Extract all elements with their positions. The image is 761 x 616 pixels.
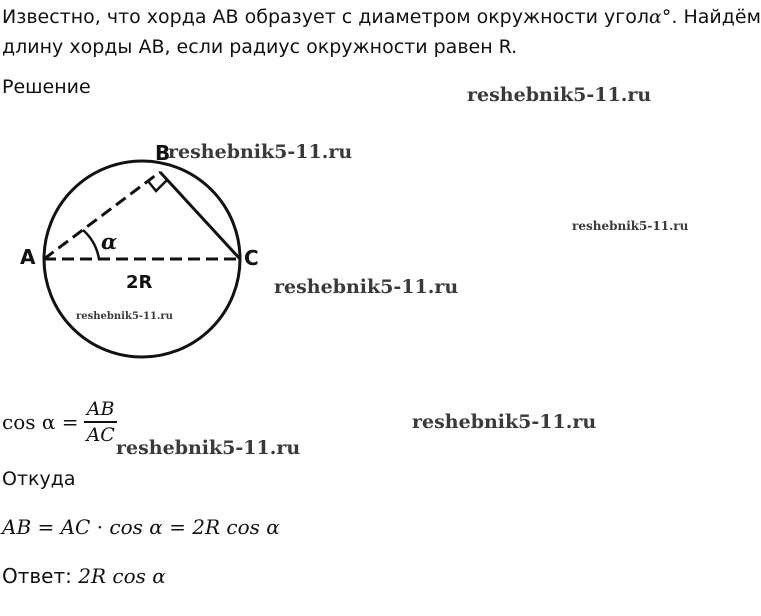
answer-label: Ответ: <box>2 564 72 588</box>
watermark: reshebnik5-11.ru <box>116 437 301 459</box>
circle-diagram <box>0 135 300 385</box>
angle-arc <box>83 230 99 259</box>
problem-line-2: длину хорды AB, если радиус окружности равен R. <box>2 36 518 58</box>
watermark: reshebnik5-11.ru <box>168 141 353 163</box>
fraction-denominator: AC <box>86 423 115 446</box>
fraction-numerator: AB <box>86 398 115 421</box>
label-b: B <box>155 141 171 165</box>
answer-value: 2R cos α <box>78 564 166 588</box>
angle-symbol: α° <box>649 6 672 28</box>
equation-lhs: cos α = <box>2 410 79 434</box>
otkuda-text: Откуда <box>2 468 76 490</box>
equation-cos <box>2 392 117 452</box>
label-diameter: 2R <box>126 272 153 293</box>
right-angle-mark <box>148 180 167 191</box>
fraction <box>84 397 116 447</box>
watermark: reshebnik5-11.ru <box>76 311 173 322</box>
label-alpha: α <box>101 229 118 254</box>
label-a: A <box>20 245 36 269</box>
chord-bc <box>160 172 240 259</box>
problem-line-1-text: Известно, что хорда AB образует с диаметром окружности угол <box>2 6 650 28</box>
watermark: reshebnik5-11.ru <box>467 84 652 106</box>
problem-line-1-end: . Найдём <box>671 6 761 28</box>
problem-line-1 <box>2 4 761 30</box>
equation-ab: AB = AC · cos α = 2R cos α <box>2 515 280 539</box>
label-c: C <box>244 246 259 270</box>
answer-line <box>2 563 166 589</box>
solution-heading: Решение <box>2 76 91 98</box>
watermark: reshebnik5-11.ru <box>412 411 597 433</box>
watermark: reshebnik5-11.ru <box>274 276 459 298</box>
watermark: reshebnik5-11.ru <box>572 219 689 233</box>
